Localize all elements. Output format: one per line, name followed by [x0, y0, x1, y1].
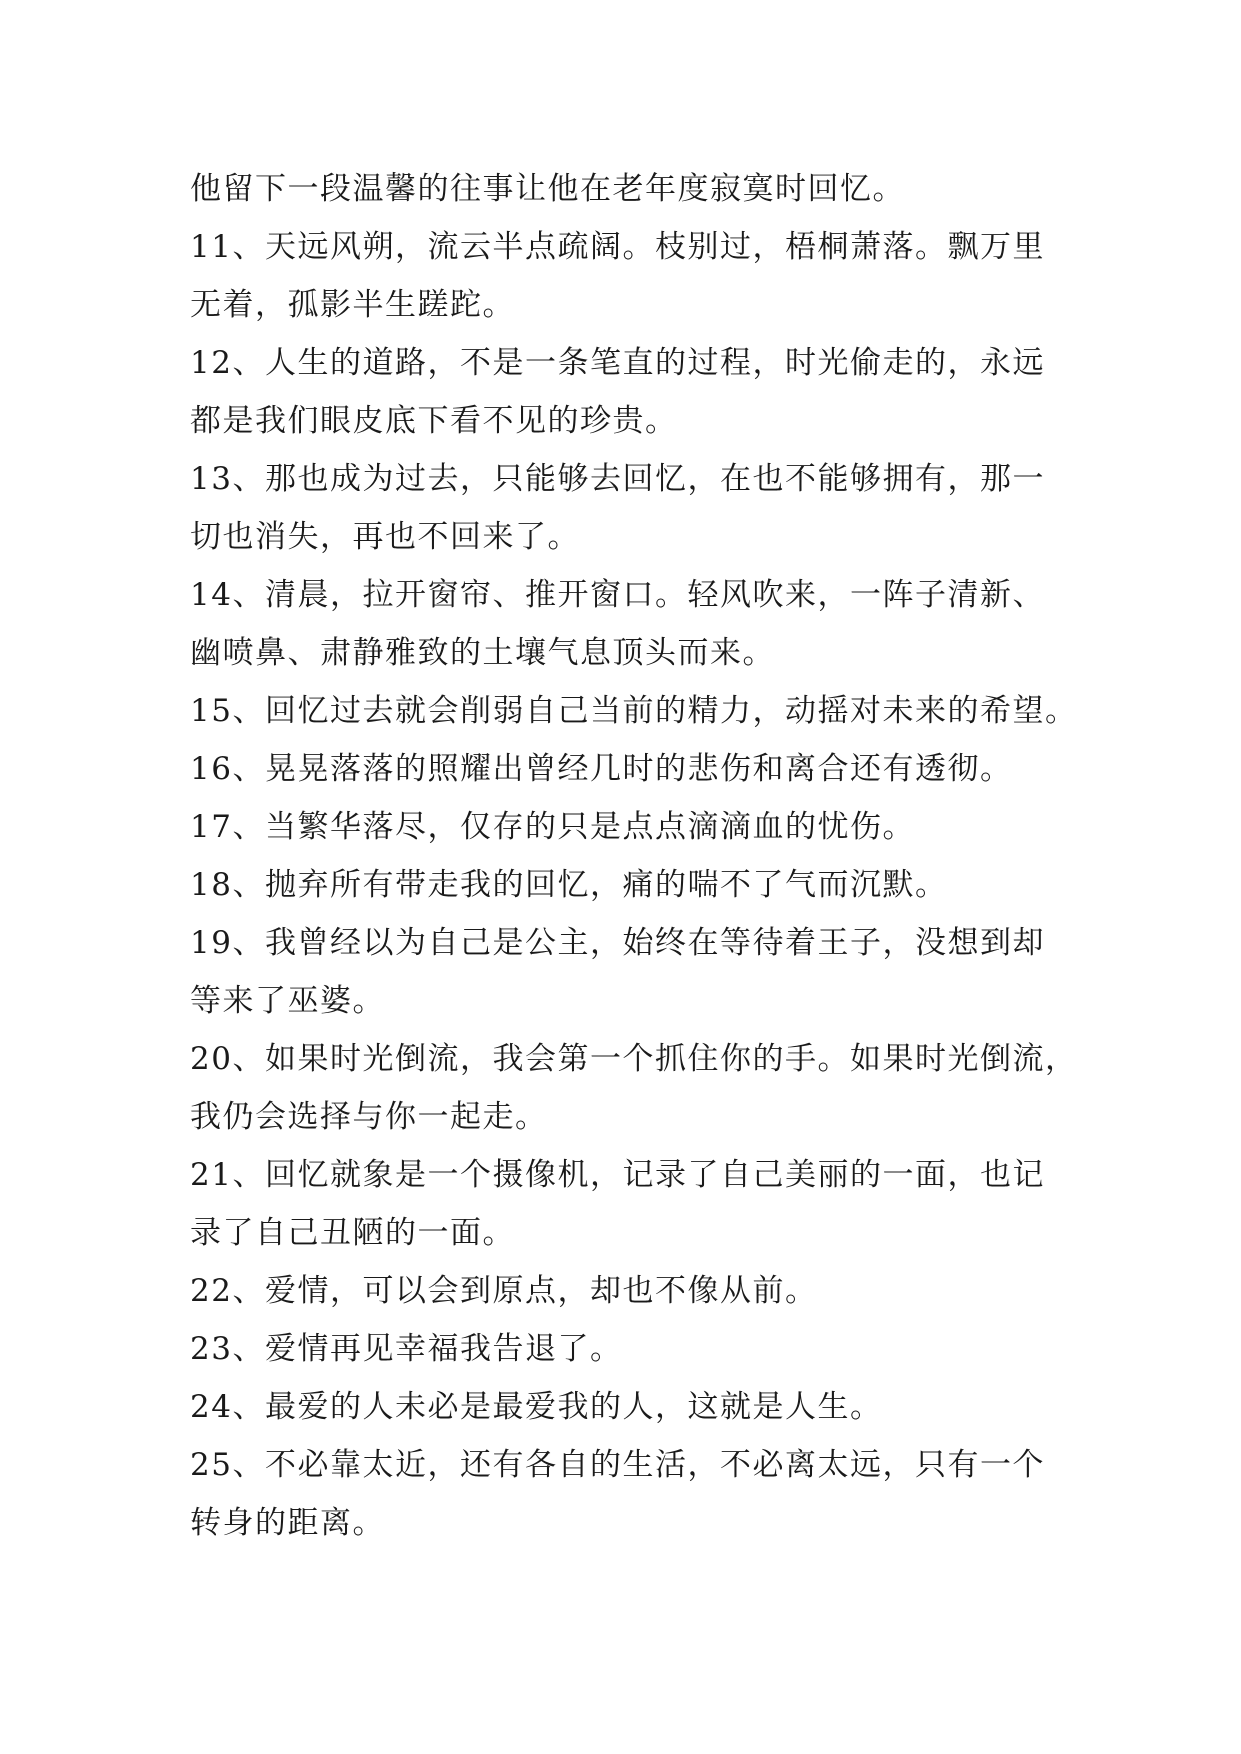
text-line: 无着，孤影半生蹉跎。 [190, 287, 515, 323]
text-line: 21、回忆就象是一个摄像机，记录了自己美丽的一面，也记 [190, 1157, 1045, 1193]
text-line: 12、人生的道路，不是一条笔直的过程，时光偷走的，永远 [190, 345, 1045, 381]
text-line: 24、最爱的人未必是最爱我的人，这就是人生。 [190, 1389, 883, 1425]
text-line: 19、我曾经以为自己是公主，始终在等待着王子，没想到却 [190, 925, 1045, 961]
text-line: 等来了巫婆。 [190, 983, 385, 1019]
text-line: 18、抛弃所有带走我的回忆，痛的喘不了气而沉默。 [190, 867, 948, 903]
text-line: 11、天远风朔，流云半点疏阔。枝别过，梧桐萧落。飘万里 [190, 229, 1045, 265]
text-line: 25、不必靠太近，还有各自的生活，不必离太远，只有一个 [190, 1447, 1045, 1483]
text-line: 22、爱情，可以会到原点，却也不像从前。 [190, 1273, 818, 1309]
text-line: 录了自己丑陋的一面。 [190, 1215, 515, 1251]
text-line: 他留下一段温馨的往事让他在老年度寂寞时回忆。 [190, 171, 905, 207]
text-line: 17、当繁华落尽，仅存的只是点点滴滴血的忧伤。 [190, 809, 915, 845]
text-line: 都是我们眼皮底下看不见的珍贵。 [190, 403, 678, 439]
document-body [190, 160, 1078, 1552]
text-line: 13、那也成为过去，只能够去回忆，在也不能够拥有，那一 [190, 461, 1045, 497]
text-line: 20、如果时光倒流，我会第一个抓住你的手。如果时光倒流， [190, 1041, 1078, 1077]
text-line: 转身的距离。 [190, 1505, 385, 1541]
text-line: 幽喷鼻、肃静雅致的土壤气息顶头而来。 [190, 635, 775, 671]
text-line: 15、回忆过去就会削弱自己当前的精力，动摇对未来的希望。 [190, 693, 1078, 729]
text-line: 23、爱情再见幸福我告退了。 [190, 1331, 623, 1367]
text-line: 14、清晨，拉开窗帘、推开窗口。轻风吹来，一阵子清新、 [190, 577, 1045, 613]
text-line: 我仍会选择与你一起走。 [190, 1099, 548, 1135]
text-line: 切也消失，再也不回来了。 [190, 519, 580, 555]
text-line: 16、晃晃落落的照耀出曾经几时的悲伤和离合还有透彻。 [190, 751, 1013, 787]
